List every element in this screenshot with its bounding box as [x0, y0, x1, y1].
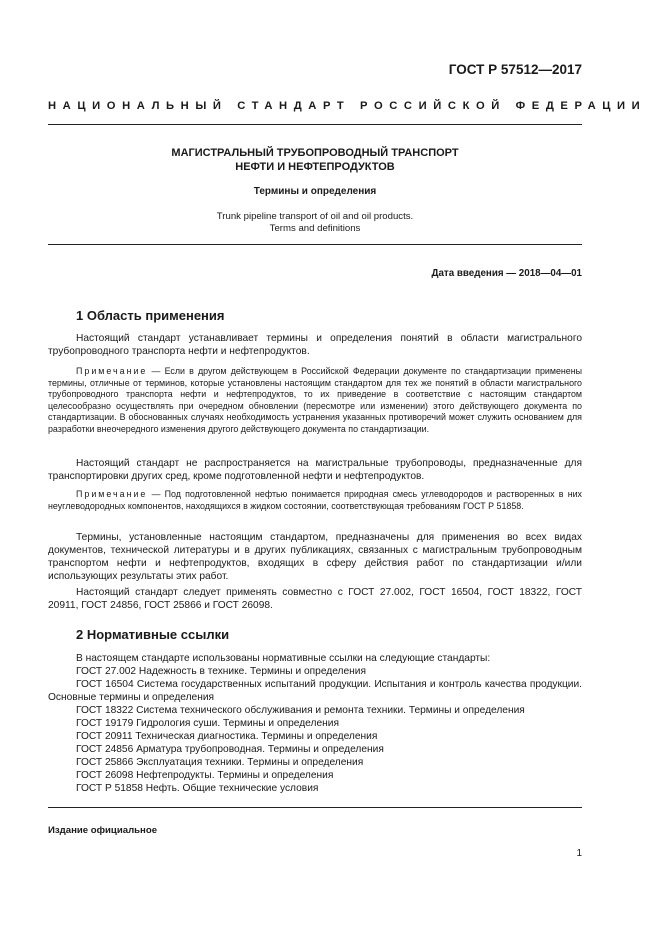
footer-divider: [48, 807, 582, 808]
introduction-date: Дата введения — 2018—04—01: [431, 268, 582, 279]
note-label: Примечание: [76, 489, 148, 499]
section-1-paragraph-2: Настоящий стандарт не распространяется на магистральные трубопроводы, предназначенные для транспортировки других сред, кроме подготовленной нефти и нефтепродуктов.: [48, 458, 582, 482]
english-title-line-1: Trunk pipeline transport of oil and oil products.: [216, 211, 414, 222]
references-intro: В настоящем стандарте использованы нормативные ссылки на следующие стандарты:: [76, 653, 491, 664]
header-divider: [48, 124, 582, 125]
national-standard-banner: НАЦИОНАЛЬНЫЙ СТАНДАРТ РОССИЙСКОЙ ФЕДЕРАЦИИ: [48, 100, 647, 112]
title-line-2: НЕФТИ И НЕФТЕПРОДУКТОВ: [235, 161, 395, 173]
section-1-heading: 1 Область применения: [76, 308, 225, 323]
section-1-note-2: [48, 489, 582, 512]
reference-item: ГОСТ Р 51858 Нефть. Общие технические условия: [76, 783, 319, 794]
reference-item: ГОСТ 16504 Система государственных испытаний продукции. Испытания и контроль качества продукции. Основные термины и определения: [48, 679, 582, 703]
reference-item: ГОСТ 20911 Техническая диагностика. Термины и определения: [76, 731, 378, 742]
section-1-paragraph-4: Настоящий стандарт следует применять совместно с ГОСТ 27.002, ГОСТ 16504, ГОСТ 18322, ГОСТ 20911, ГОСТ 24856, ГОСТ 25866 и ГОСТ 26098.: [48, 587, 582, 611]
reference-item: ГОСТ 27.002 Надежность в технике. Термины и определения: [76, 666, 366, 677]
english-title-line-2: Terms and definitions: [269, 223, 361, 234]
title-line-1: МАГИСТРАЛЬНЫЙ ТРУБОПРОВОДНЫЙ ТРАНСПОРТ: [171, 147, 459, 159]
reference-item: ГОСТ 18322 Система технического обслуживания и ремонта техники. Термины и определения: [76, 705, 525, 716]
document-subtitle: Термины и определения: [253, 186, 377, 197]
page-number: 1: [576, 848, 582, 859]
reference-item: ГОСТ 26098 Нефтепродукты. Термины и определения: [76, 770, 334, 781]
note-label: Примечание: [76, 366, 148, 376]
section-2-heading: 2 Нормативные ссылки: [76, 627, 230, 642]
note-text: — Под подготовленной нефтью понимается природная смесь углеводородов и растворенных в них неуглеводородных компонентов, находящихся в жидком состоянии, соответствующая требованиям ГОСТ Р 51858.: [48, 489, 582, 511]
section-1-paragraph-1: Настоящий стандарт устанавливает термины и определения понятий в области магистрального трубопроводного транспорта нефти и нефтепродуктов.: [48, 333, 582, 357]
section-1-note-1: [48, 366, 582, 436]
note-text: — Если в другом действующем в Российской Федерации документе по стандартизации применены термины, отличные от терминов, которые установлены настоящим стандартом для тех же понятий в области магистрального трубопроводного транспорта нефти и нефтепродуктов, то их приведение в соответствие с настоящим стандартом целесообразно осуществлять при очередном обновлении (пересмотре или изменении) этого действующего документа по стандартизации. В обоснованных случаях необходимость устранения указанных противоречий может служить основанием для разработки внеочередного изменения другого действующего документа по стандартизации.: [48, 366, 582, 434]
document-number: ГОСТ Р 57512—2017: [448, 62, 582, 77]
section-1-paragraph-3: Термины, установленные настоящим стандартом, предназначены для применения во всех видах документов, технической литературы и в других публикациях, связанных с магистральным трубопроводным транспортом нефти и нефтепродуктов, входящих в сферу действия работ по стандартизации и/или использующих результаты этих работ.: [48, 532, 582, 582]
reference-item: ГОСТ 24856 Арматура трубопроводная. Термины и определения: [76, 744, 384, 755]
normative-references-list: [48, 652, 582, 795]
title-divider: [48, 244, 582, 245]
reference-item: ГОСТ 25866 Эксплуатация техники. Термины и определения: [76, 757, 364, 768]
official-edition-label: Издание официальное: [48, 825, 158, 836]
reference-item: ГОСТ 19179 Гидрология суши. Термины и определения: [76, 718, 339, 729]
